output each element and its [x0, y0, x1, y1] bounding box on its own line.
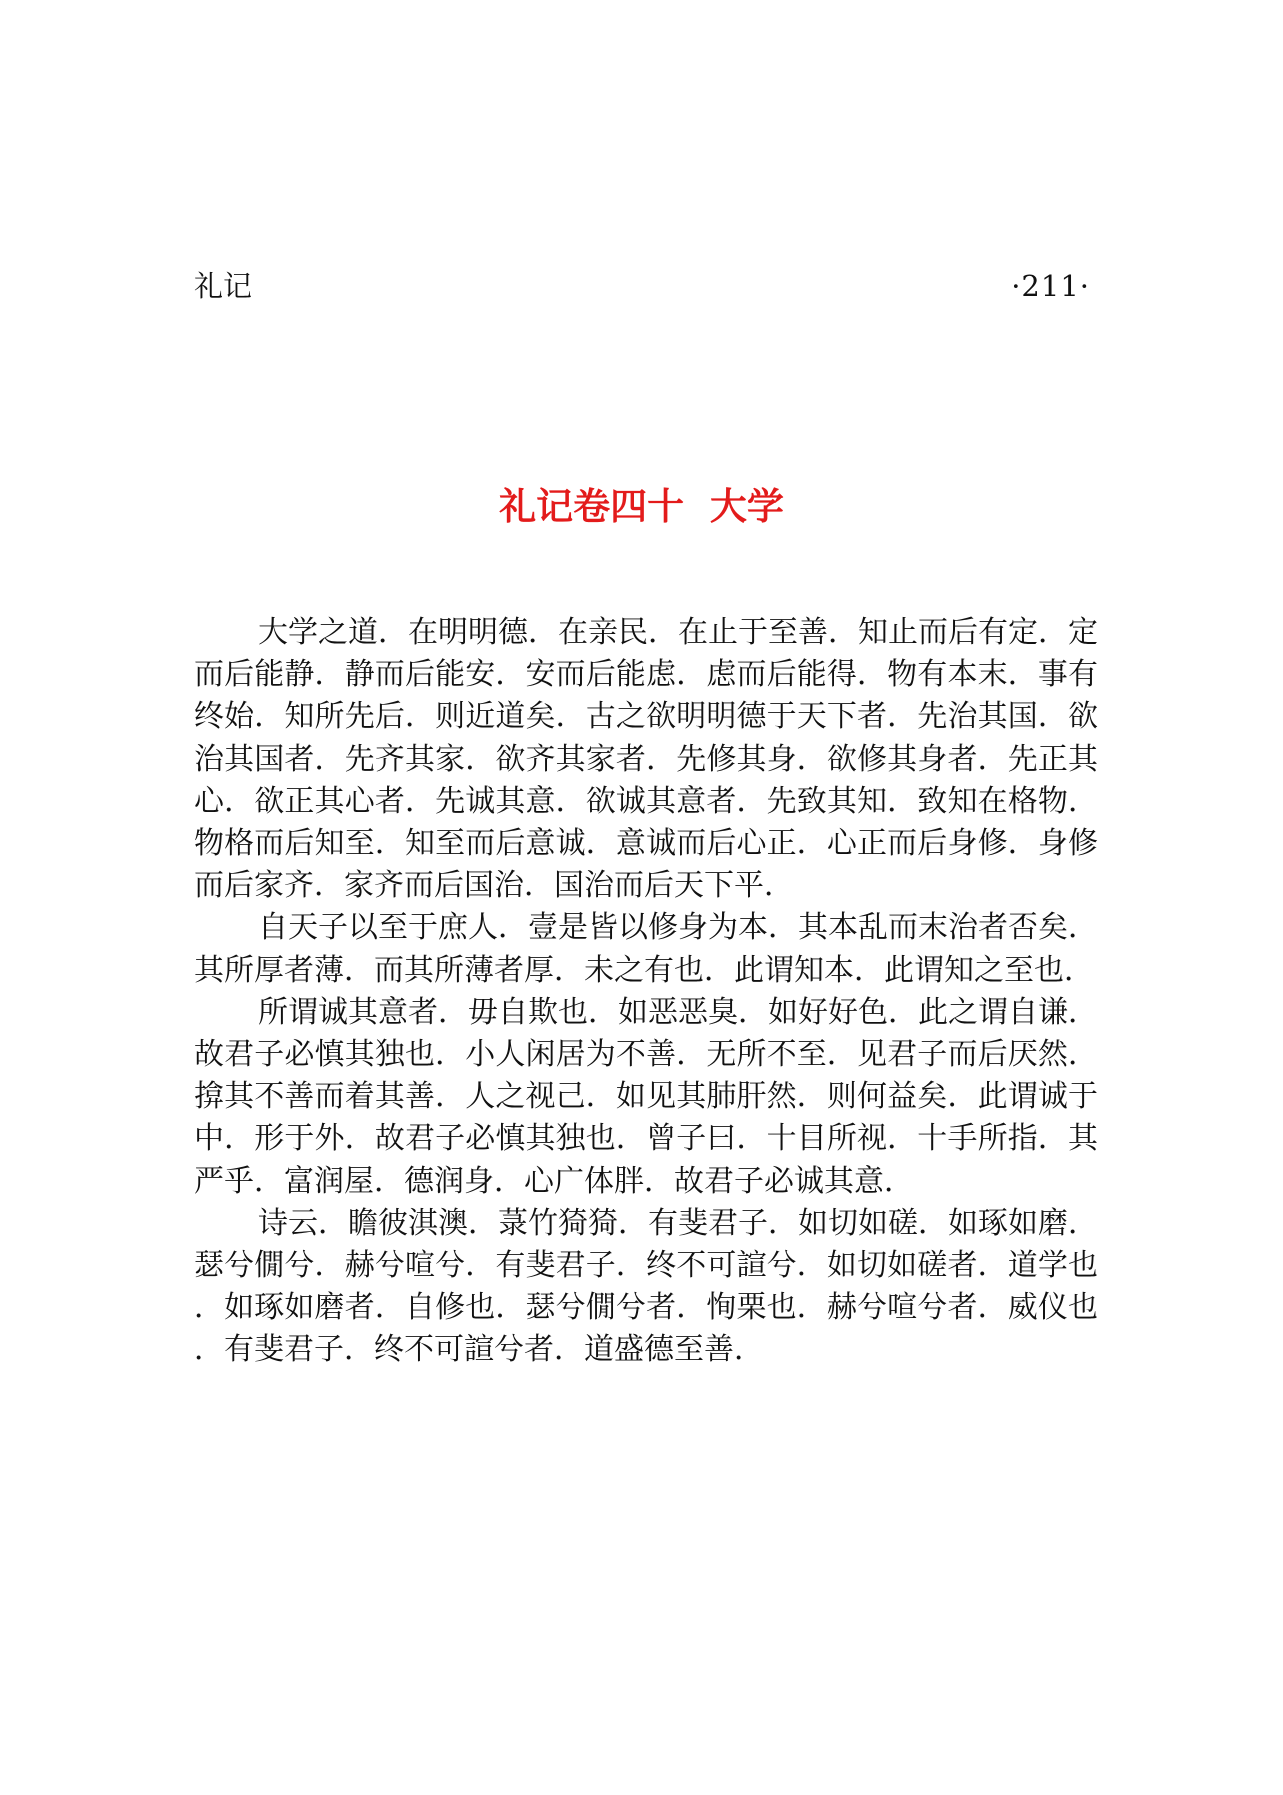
body-text — [194, 612, 1098, 1372]
paragraph-1: 大学之道．在明明德．在亲民．在止于至善．知止而后有定．定而后能静．静而后能安．安而后能虑．虑而后能得．物有本末．事有终始．知所先后．则近道矣．古之欲明明德于天下者．先治其国．欲治其国者．先齐其家．欲齐其家者．先修其身．欲修其身者．先正其心．欲正其心者．先诚其意．欲诚其意者．先致其知．致知在格物．物格而后知至．知至而后意诚．意诚而后心正．心正而后身修．身修而后家齐．家齐而后国治．国治而后天下平． — [194, 615, 1098, 904]
paragraph-3: 所谓诚其意者．毋自欺也．如恶恶臭．如好好色．此之谓自谦．故君子必慎其独也．小人闲居为不善．无所不至．见君子而后厌然．揜其不善而着其善．人之视己．如见其肺肝然．则何益矣．此谓诚于中．形于外．故君子必慎其独也．曾子曰．十目所视．十手所指．其严乎．富润屋．德润身．心广体胖．故君子必诚其意． — [194, 994, 1098, 1199]
paragraph-4: 诗云．瞻彼淇澳．菉竹猗猗．有斐君子．如切如磋．如琢如磨．瑟兮僩兮．赫兮喧兮．有斐君子．终不可諠兮．如切如磋者．道学也．如琢如磨者．自修也．瑟兮僩兮者．恂栗也．赫兮喧兮者．威仪也．有斐君子．终不可諠兮者．道盛德至善． — [194, 1205, 1098, 1368]
paragraph-2: 自天子以至于庶人．壹是皆以修身为本．其本乱而末治者否矣．其所厚者薄．而其所薄者厚．未之有也．此谓知本．此谓知之至也． — [194, 910, 1098, 988]
chapter-title: 礼记卷四十 大学 — [499, 484, 784, 528]
page-number: ·211· — [1011, 269, 1090, 303]
running-head-book-name: 礼记 — [194, 269, 253, 303]
